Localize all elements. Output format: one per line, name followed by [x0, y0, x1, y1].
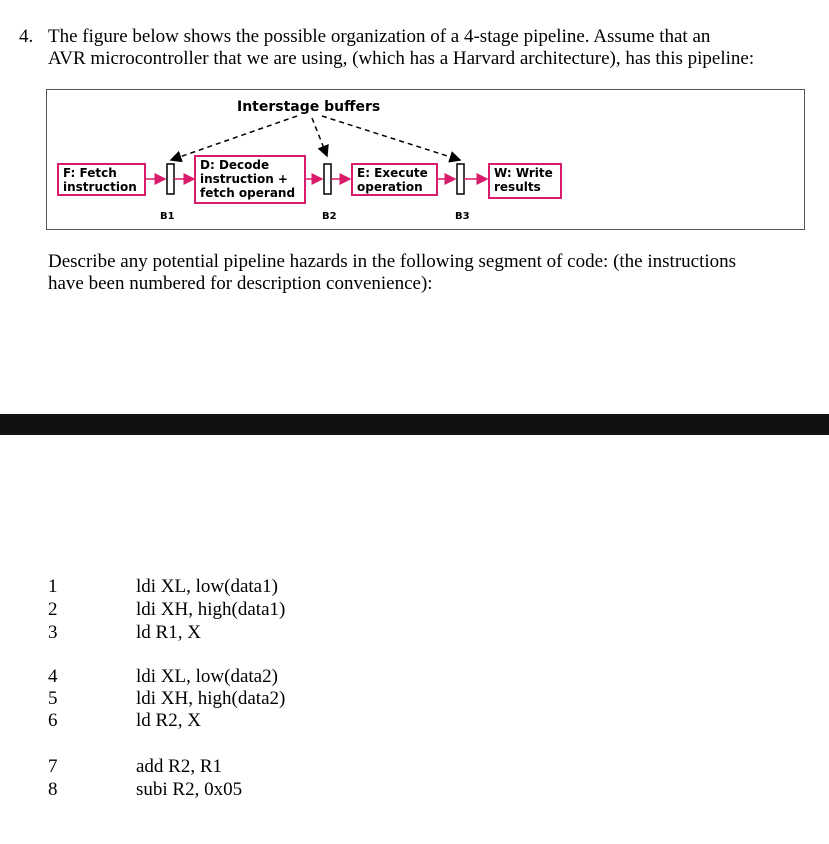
- buffer-b3: [457, 164, 464, 194]
- interstage-buffers-title: Interstage buffers: [237, 99, 381, 115]
- stage-label: fetch operand: [200, 186, 296, 200]
- instruction: ldi XL, low(data1): [136, 576, 278, 597]
- stage-label: results: [494, 180, 541, 194]
- instruction: ld R2, X: [136, 710, 201, 731]
- stage-write: [488, 163, 562, 199]
- stage-execute: [351, 163, 438, 196]
- line-number: 6: [48, 710, 58, 731]
- stage-decode: [194, 155, 306, 204]
- stage-label: instruction +: [200, 172, 288, 186]
- stage-label: W: Write: [494, 166, 553, 180]
- stage-label: operation: [357, 180, 423, 194]
- prompt-line: Describe any potential pipeline hazards in the following segment of code: (the instructions: [48, 251, 737, 272]
- prompt-text: [48, 251, 818, 295]
- stage-label: D: Decode: [200, 158, 270, 172]
- buffer-b2: [324, 164, 331, 194]
- buffer-b1: [167, 164, 174, 194]
- question-line: The figure below shows the possible organization of a 4-stage pipeline. Assume that an: [48, 26, 711, 47]
- instruction: add R2, R1: [136, 756, 223, 777]
- stage-label: instruction: [63, 180, 137, 194]
- buffer-label-b1: B1: [160, 211, 175, 222]
- redaction-bar: [0, 414, 829, 435]
- instruction: ldi XH, high(data1): [136, 599, 286, 620]
- line-number: 7: [48, 756, 58, 777]
- instruction: subi R2, 0x05: [136, 779, 243, 800]
- instruction: ld R1, X: [136, 622, 201, 643]
- stage-label: E: Execute: [357, 166, 428, 180]
- line-number: 4: [48, 666, 58, 687]
- buffer-label-b2: B2: [322, 211, 337, 222]
- buffer-pointer-b1: [171, 116, 297, 160]
- buffer-label-b3: B3: [455, 211, 470, 222]
- question-line: AVR microcontroller that we are using, (which has a Harvard architecture), has this pipeline:: [48, 48, 755, 69]
- question-number: 4.: [19, 26, 34, 47]
- question-text: [48, 26, 818, 70]
- line-number: 2: [48, 599, 58, 620]
- line-number: 1: [48, 576, 58, 597]
- line-number: 8: [48, 779, 58, 800]
- buffer-pointer-b2: [312, 118, 327, 156]
- pipeline-figure: [46, 89, 805, 230]
- pipeline-diagram: [47, 90, 806, 231]
- stage-label: F: Fetch: [63, 166, 117, 180]
- line-number: 3: [48, 622, 58, 643]
- buffer-pointer-b3: [322, 116, 460, 160]
- stage-fetch: [57, 163, 146, 196]
- instruction: ldi XH, high(data2): [136, 688, 286, 709]
- prompt-line: have been numbered for description convenience):: [48, 273, 433, 294]
- instruction: ldi XL, low(data2): [136, 666, 278, 687]
- line-number: 5: [48, 688, 58, 709]
